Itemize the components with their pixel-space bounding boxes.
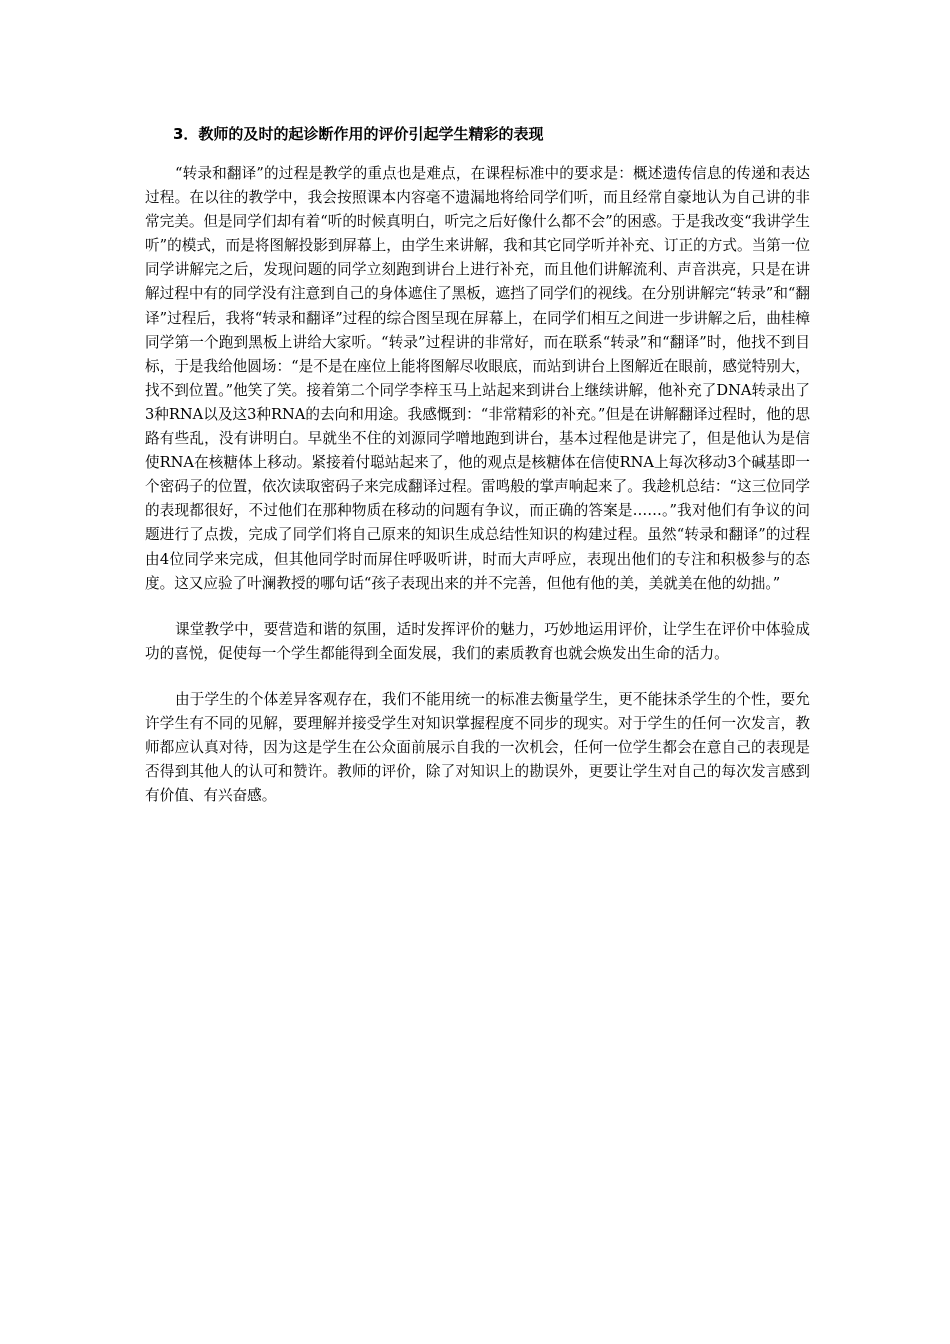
paragraph-transcription-translation: “转录和翻译”的过程是教学的重点也是难点，在课程标准中的要求是：概述遗传信息的传递和表达过程。在以往的教学中，我会按照课本内容毫不遗漏地将给同学们听，而且经常自豪地认为自己讲的非常完美。但是同学们却有着“听的时候真明白，听完之后好像什么都不会”的困惑。于是我改变“我讲学生听”的模式，而是将图解投影到屏幕上，由学生来讲解，我和其它同学听并补充、订正的方式。当第一位同学讲解完之后，发现问题的同学立刻跑到讲台上进行补充，而且他们讲解流利、声音洪亮，只是在讲解过程中有的同学没有注意到自己的身体遮住了黑板，遮挡了同学们的视线。在分别讲解完“转录”和“翻译”过程后，我将“转录和翻译”过程的综合图呈现在屏幕上，在同学们相互之间进一步讲解之后，曲桂樟同学第一个跑到黑板上讲给大家听。“转录”过程讲的非常好，而在联系“转录”和“翻译”时，他找不到目标，于是我给他圆场：“是不是在座位上能将图解尽收眼底，而站到讲台上图解近在眼前，感觉特别大，找不到位置。”他笑了笑。接着第二个同学李梓玉马上站起来到讲台上继续讲解，他补充了DNA转录出了3种RNA以及这3种RNA的去向和用途。我感慨到：“非常精彩的补充。”但是在讲解翻译过程时，他的思路有些乱，没有讲明白。早就坐不住的刘源同学噌地跑到讲台，基本过程他是讲完了，但是他认为是信使RNA在核糖体上移动。紧接着付聪站起来了，他的观点是核糖体在信使RNA上每次移动3个碱基即一个密码子的位置，依次读取密码子来完成翻译过程。雷鸣般的掌声响起来了。我趁机总结：“这三位同学的表现都很好，不过他们在那种物质在移动的问题有争议，而正确的答案是……。”我对他们有争议的问题进行了点拨，完成了同学们将自己原来的知识生成总结性知识的构建过程。虽然“转录和翻译”的过程由4位同学来完成，但其他同学时而屏住呼吸听讲，时而大声呼应，表现出他们的专注和积极参与的态度。这又应验了叶澜教授的哪句话“孩子表现出来的并不完善，但他有他的美，美就美在他的幼拙。” <box>145 165 810 592</box>
paragraph-individual-differences: 由于学生的个体差异客观存在，我们不能用统一的标准去衡量学生，更不能抹杀学生的个性，要允许学生有不同的见解，要理解并接受学生对知识掌握程度不同步的现实。对于学生的任何一次发言，教师都应认真对待，因为这是学生在公众面前展示自我的一次机会，任何一位学生都会在意自己的表现是否得到其他人的认可和赞许。教师的评价，除了对知识上的勘误外，更要让学生对自己的每次发言感到有价值、有兴奋感。 <box>145 690 810 805</box>
document-body <box>145 122 810 808</box>
paragraph-classroom-evaluation: 课堂教学中，要营造和谐的氛围，适时发挥评价的魅力，巧妙地运用评价，让学生在评价中体验成功的喜悦，促使每一个学生都能得到全面发展，我们的素质教育也就会焕发出生命的活力。 <box>145 620 810 662</box>
section-heading: 3．教师的及时的起诊断作用的评价引起学生精彩的表现 <box>173 125 544 143</box>
